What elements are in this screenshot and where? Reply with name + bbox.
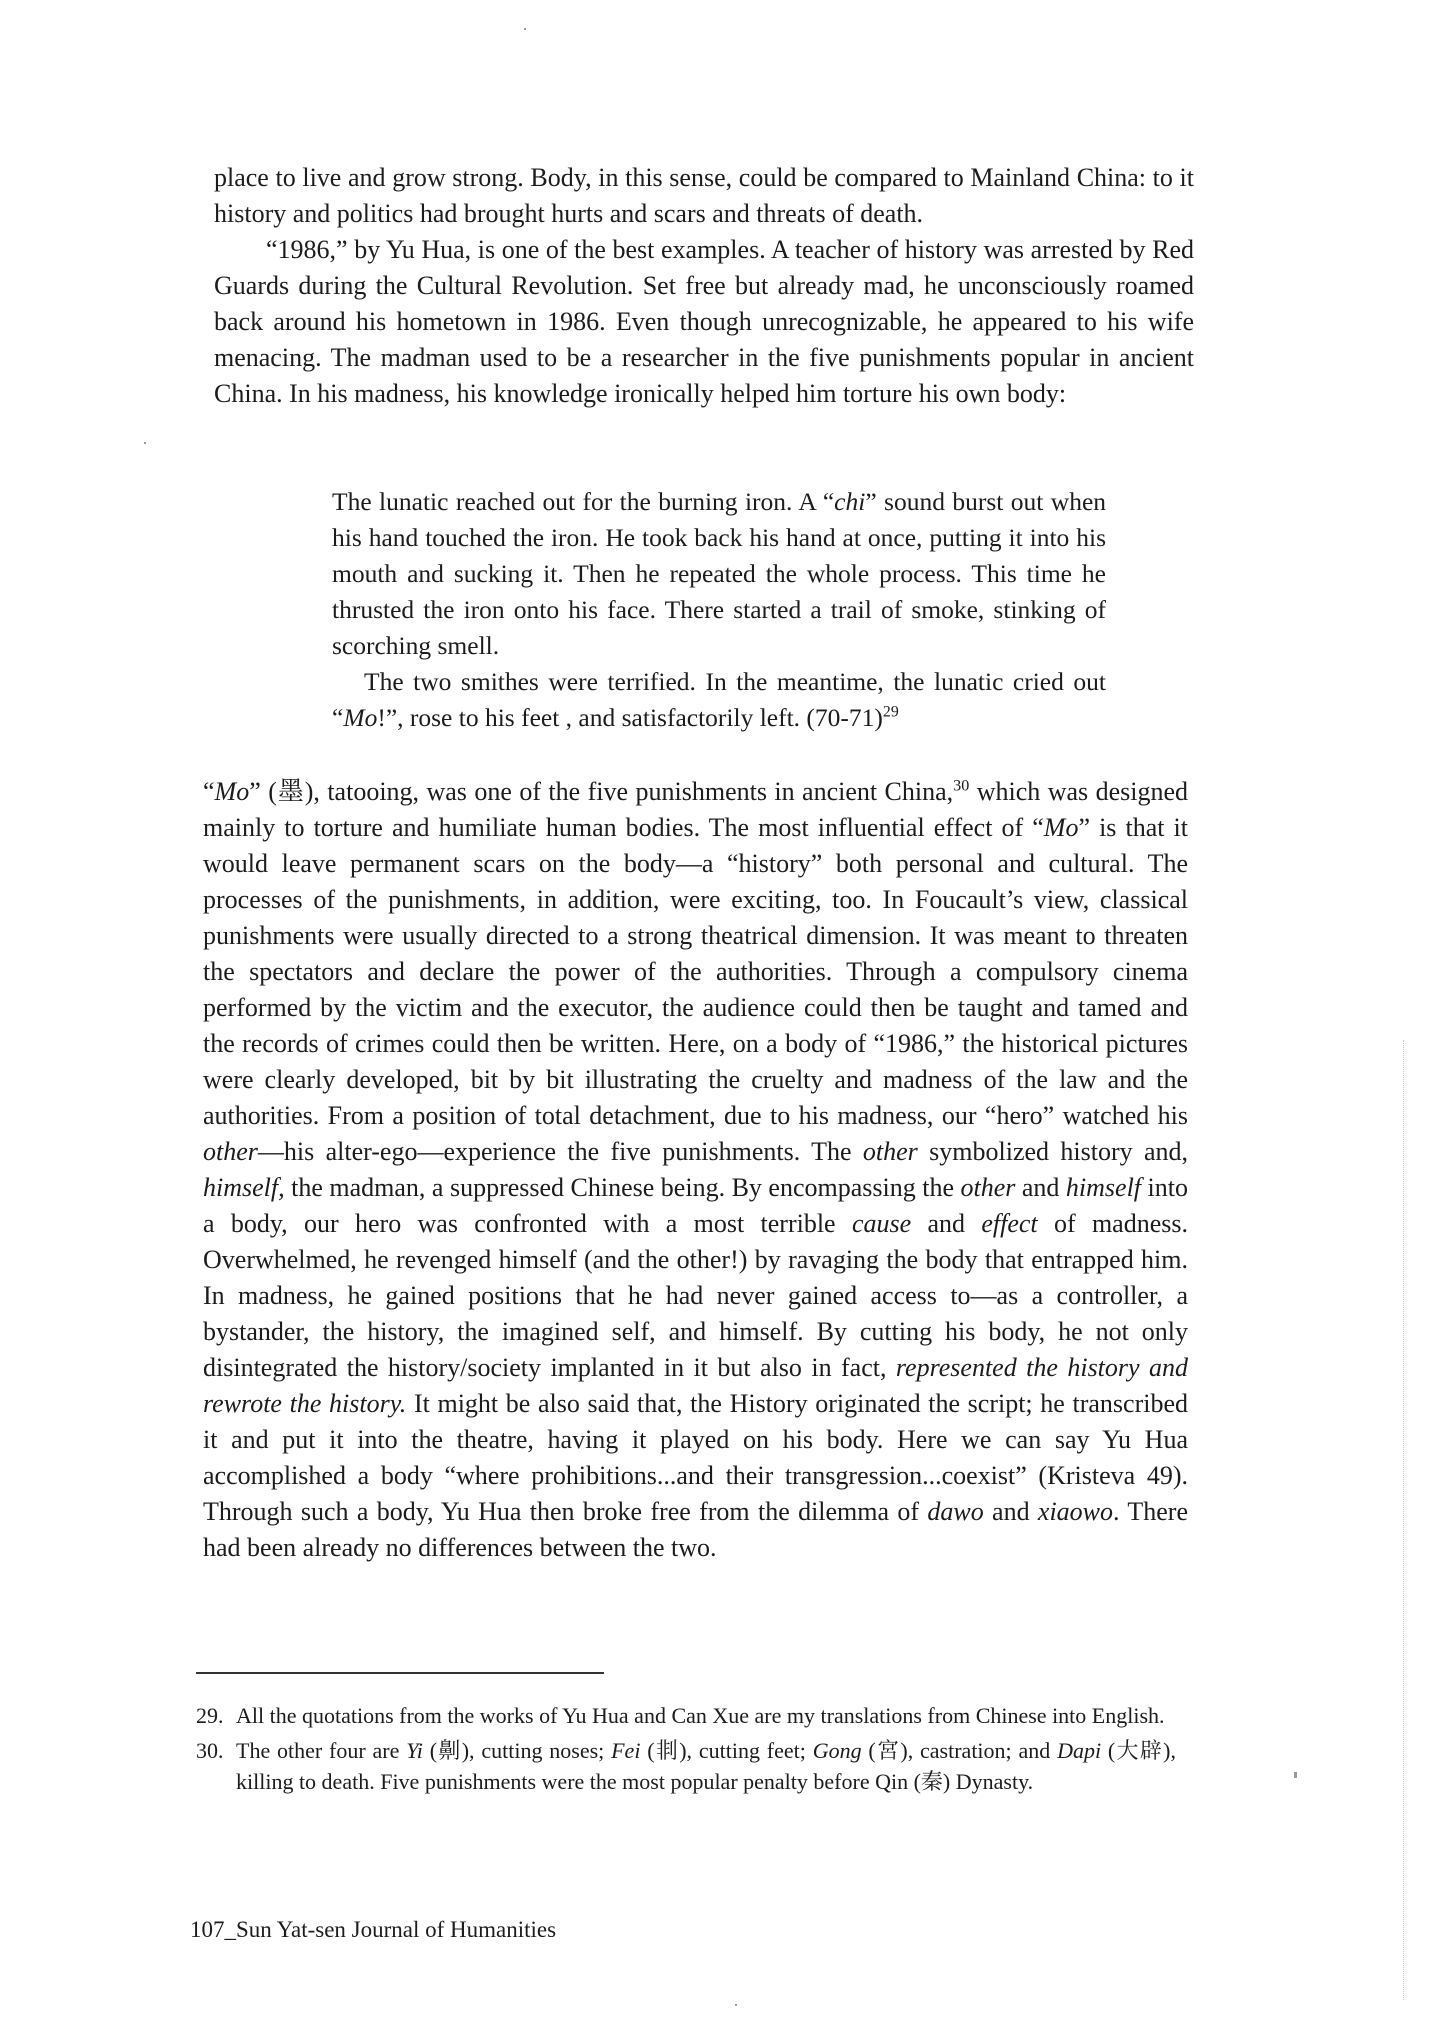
footnotes	[196, 1700, 1176, 1801]
scan-speck	[144, 442, 146, 444]
italic-fei: Fei	[611, 1738, 641, 1763]
scan-speck	[1294, 1772, 1297, 1778]
block-quote	[332, 484, 1106, 736]
scan-speck	[524, 28, 526, 30]
footnote-text: (劓), cutting noses;	[422, 1738, 612, 1763]
italic-yi: Yi	[406, 1738, 423, 1763]
text-run: . There had been already no differences between the two.	[203, 1497, 1188, 1562]
italic-represented: represented the history and rewrote the history.	[203, 1353, 1188, 1418]
footnote-number: 30.	[196, 1738, 224, 1763]
italic-mo: Mo	[214, 777, 250, 806]
text-run: It might be also said that, the History originated the script; he transcribed it and put it into the theatre, having it played on his body. Here we can say Yu Hua accomplished a body “where prohibitions...and their transgression...coexist” (Kristeva 49). Through such a body, Yu Hua then broke free from the dilemma of	[203, 1389, 1188, 1526]
paragraph-continued: place to live and grow strong. Body, in this sense, could be compared to Mainland China: to it history and politics had brought hurts and scars and threats of death.	[214, 163, 1194, 228]
text-run: into a body, our hero was confronted with a most terrible	[203, 1173, 1188, 1238]
quote-paragraph-1	[332, 484, 1106, 664]
scan-edge-line	[1403, 1040, 1405, 2000]
paragraph-mo	[203, 774, 1188, 1566]
text-run: which was designed mainly to torture and humiliate human bodies. The most influential effect of “	[203, 777, 1188, 842]
footnote-ref-30: 30	[953, 777, 970, 795]
running-footer: 107_Sun Yat-sen Journal of Humanities	[190, 1917, 557, 1942]
quote-text: The two smithes were terrified. In the meantime, the lunatic cried out “	[332, 667, 1106, 732]
text-run: of madness. Overwhelmed, he revenged himself (and the other!) by ravaging the body that entrapped him. In madness, he gained positions that he had never gained access to—as a controller, a bystander, the history, the imagined self, and himself. By cutting his body, he not only disintegrated the history/society implanted in it but also in fact,	[203, 1209, 1188, 1382]
text-run: and	[983, 1497, 1038, 1526]
text-run: and	[911, 1209, 982, 1238]
italic-xiaowo: xiaowo	[1037, 1497, 1114, 1526]
footnote-text: (大辟), killing to death. Five punishments were the most popular penalty before Qin (秦) Dynasty.	[236, 1738, 1176, 1794]
opening-paragraphs	[214, 160, 1194, 412]
analysis-paragraph	[203, 774, 1188, 1566]
quote-text: !”, rose to his feet , and satisfactorily left. (70-71)	[377, 703, 883, 732]
footnote-text: (宮), castration; and	[861, 1738, 1058, 1763]
quote-paragraph-2	[332, 664, 1106, 736]
footnote-number: 29.	[196, 1703, 224, 1728]
text-run: ” is that it would leave permanent scars on the body—a “history” both personal and cultural. The processes of the punishments, in addition, were exciting, too. In Foucault’s view, classical punishments were usually directed to a strong theatrical dimension. It was meant to threaten the spectators and declare the power of the authorities. Through a compulsory cinema performed by the victim and the executor, the audience could then be taught and tamed and the records of crimes could then be written. Here, on a body of “1986,” the historical pictures were clearly developed, bit by bit illustrating the cruelty and madness of the law and the authorities. From a position of total detachment, due to his madness, our “hero” watched his	[203, 813, 1188, 1130]
footnote-text: The other four are	[236, 1738, 407, 1763]
italic-other: other	[862, 1137, 918, 1166]
text-run: and	[1015, 1173, 1066, 1202]
footnote-text: (剕), cutting feet;	[640, 1738, 813, 1763]
scan-speck	[735, 2004, 737, 2006]
italic-other: other	[960, 1173, 1016, 1202]
italic-mo: Mo	[1043, 813, 1079, 842]
footnote-divider	[196, 1672, 604, 1674]
italic-himself: himself,	[203, 1173, 285, 1202]
footnote-ref-29: 29	[882, 703, 899, 721]
paragraph-1986-intro: “1986,” by Yu Hua, is one of the best examples. A teacher of history was arrested by Red Guards during the Cultural Revolution. Set free but already mad, he unconsciously roamed back around his hometown in 1986. Even though unrecognizable, he appeared to his wife menacing. The madman used to be a researcher in the five punishments popular in ancient China. In his madness, his knowledge ironically helped him torture his own body:	[214, 235, 1194, 408]
italic-cause: cause	[851, 1209, 912, 1238]
quote-text: ” sound burst out when his hand touched the iron. He took back his hand at once, putting it into his mouth and sucking it. Then he repeated the whole process. This time he thrusted the iron onto his face. There started a trail of smoke, stinking of scorching smell.	[332, 487, 1107, 660]
italic-dawo: dawo	[927, 1497, 984, 1526]
italic-dapi: Dapi	[1057, 1738, 1102, 1763]
quote-italic-mo: Mo	[343, 703, 378, 732]
text-run: ” (墨), tatooing, was one of the five punishments in ancient China,	[249, 777, 954, 806]
text-run: symbolized history and,	[917, 1137, 1188, 1166]
text-run: the madman, a suppressed Chinese being. By encompassing the	[284, 1173, 961, 1202]
quote-text: The lunatic reached out for the burning iron. A “	[332, 487, 835, 516]
footnote-29	[196, 1700, 1176, 1731]
italic-other: other	[203, 1137, 258, 1166]
italic-gong: Gong	[812, 1738, 862, 1763]
text-run: “	[203, 777, 215, 806]
text-run: —his alter-ego—experience the five punishments. The	[257, 1137, 863, 1166]
footnote-30	[196, 1735, 1176, 1797]
footnote-text: All the quotations from the works of Yu Hua and Can Xue are my translations from Chinese into English.	[236, 1703, 1165, 1728]
quote-italic-chi: chi	[834, 487, 866, 516]
italic-effect: effect	[981, 1209, 1038, 1238]
italic-himself: himself	[1065, 1173, 1142, 1202]
